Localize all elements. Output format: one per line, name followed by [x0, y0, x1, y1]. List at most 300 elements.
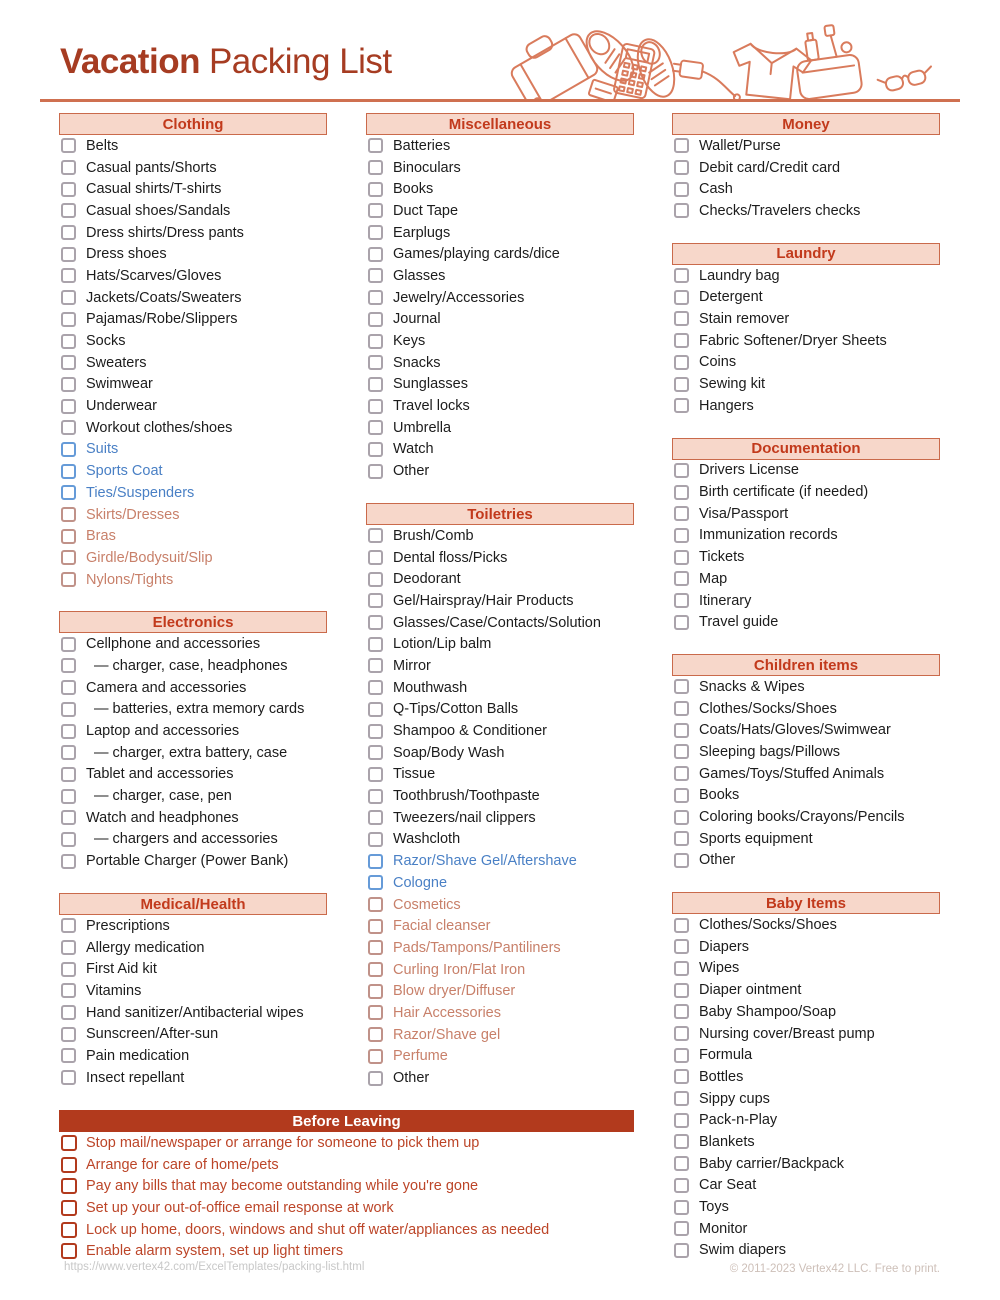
item-label: Watch and headphones — [86, 809, 239, 826]
section-header — [366, 503, 634, 525]
checklist-item — [59, 1175, 634, 1197]
checklist-item — [59, 330, 327, 352]
section-header — [672, 243, 940, 265]
checkbox[interactable] — [61, 918, 76, 933]
checklist-item — [366, 655, 634, 677]
checkbox[interactable] — [674, 203, 689, 218]
checkbox[interactable] — [368, 377, 383, 392]
checkbox[interactable] — [674, 744, 689, 759]
checkbox[interactable] — [368, 247, 383, 262]
item-label: Tickets — [699, 549, 745, 566]
checklist-item — [672, 481, 940, 503]
item-label: Shampoo & Conditioner — [393, 723, 547, 740]
checkbox[interactable] — [368, 464, 383, 479]
checklist-item — [366, 807, 634, 829]
checklist-item — [672, 719, 940, 741]
item-label: Cash — [699, 181, 733, 198]
checklist-item — [59, 178, 327, 200]
checkbox[interactable] — [61, 290, 76, 305]
item-label: Jackets/Coats/Sweaters — [86, 289, 242, 306]
checkbox[interactable] — [368, 724, 383, 739]
checkbox[interactable] — [368, 940, 383, 955]
checkbox[interactable] — [61, 1200, 77, 1216]
checkbox[interactable] — [368, 290, 383, 305]
checkbox[interactable] — [61, 529, 76, 544]
checklist-item — [59, 655, 327, 677]
checklist-item — [672, 1066, 940, 1088]
checklist-item — [672, 741, 940, 763]
checkbox[interactable] — [674, 463, 689, 478]
checkbox[interactable] — [368, 702, 383, 717]
section-title: Miscellaneous — [448, 115, 552, 133]
item-label: Fabric Softener/Dryer Sheets — [699, 332, 887, 349]
checkbox[interactable] — [61, 637, 76, 652]
checkbox[interactable] — [61, 507, 76, 522]
checkbox[interactable] — [674, 333, 689, 348]
checkbox[interactable] — [61, 940, 76, 955]
checkbox[interactable] — [368, 334, 383, 349]
section-header — [672, 438, 940, 460]
checkbox[interactable] — [674, 983, 689, 998]
checklist-item — [366, 894, 634, 916]
checklist-item — [672, 828, 940, 850]
checklist-item — [366, 850, 634, 872]
checkbox[interactable] — [61, 1135, 77, 1151]
item-label: Workout clothes/shoes — [86, 419, 233, 436]
item-label: Lock up home, doors, windows and shut off water/appliances as needed — [86, 1221, 550, 1238]
item-label: Sports equipment — [699, 830, 813, 847]
checkbox[interactable] — [61, 399, 76, 414]
checkbox[interactable] — [368, 355, 383, 370]
section-before-leaving — [59, 1110, 634, 1262]
checkbox[interactable] — [61, 680, 76, 695]
checkbox[interactable] — [368, 182, 383, 197]
checklist-item — [366, 590, 634, 612]
checkbox[interactable] — [674, 1113, 689, 1128]
checkbox[interactable] — [674, 853, 689, 868]
checkbox[interactable] — [674, 1004, 689, 1019]
section-title: Medical/Health — [140, 895, 246, 913]
checkbox[interactable] — [61, 203, 76, 218]
checklist-item — [59, 265, 327, 287]
checkbox[interactable] — [674, 918, 689, 933]
checkbox[interactable] — [674, 723, 689, 738]
checkbox[interactable] — [368, 550, 383, 565]
section-header — [59, 893, 327, 915]
item-label: — chargers and accessories — [94, 831, 278, 848]
checkbox[interactable] — [61, 832, 76, 847]
checkbox[interactable] — [674, 268, 689, 283]
page-title — [60, 42, 392, 82]
item-label: Travel locks — [393, 398, 470, 415]
item-label: Immunization records — [699, 527, 838, 544]
checklist-item — [366, 720, 634, 742]
checkbox[interactable] — [368, 203, 383, 218]
checkbox[interactable] — [368, 399, 383, 414]
checkbox[interactable] — [368, 875, 383, 890]
item-label: Coloring books/Crayons/Pencils — [699, 809, 905, 826]
checklist-item — [59, 958, 327, 980]
checkbox[interactable] — [674, 1091, 689, 1106]
checkbox[interactable] — [61, 225, 76, 240]
checkbox[interactable] — [61, 334, 76, 349]
checklist-item — [366, 439, 634, 461]
checkbox[interactable] — [368, 919, 383, 934]
checkbox[interactable] — [61, 745, 76, 760]
checklist-item — [366, 1067, 634, 1089]
checklist-item — [672, 936, 940, 958]
checkbox[interactable] — [61, 1178, 77, 1194]
checkbox[interactable] — [61, 485, 76, 500]
checkbox[interactable] — [674, 939, 689, 954]
checklist-item — [672, 763, 940, 785]
checklist-item — [366, 330, 634, 352]
checkbox[interactable] — [61, 442, 76, 457]
checklist-item — [366, 265, 634, 287]
header-illustration — [498, 12, 948, 102]
checkbox[interactable] — [368, 637, 383, 652]
item-label: Glasses/Case/Contacts/Solution — [393, 614, 601, 631]
item-label: Casual shoes/Sandals — [86, 202, 231, 219]
item-label: Enable alarm system, set up light timers — [86, 1243, 344, 1260]
item-label: Tablet and accessories — [86, 766, 234, 783]
checkbox[interactable] — [368, 312, 383, 327]
checkbox[interactable] — [368, 1049, 383, 1064]
item-label: Razor/Shave gel — [393, 1026, 501, 1043]
item-label: Toothbrush/Toothpaste — [393, 788, 540, 805]
item-label: Journal — [393, 311, 441, 328]
item-label: Arrange for care of home/pets — [86, 1156, 279, 1173]
item-label: Pajamas/Robe/Slippers — [86, 311, 238, 328]
checkbox[interactable] — [674, 138, 689, 153]
item-label: First Aid kit — [86, 961, 157, 978]
checklist-item — [672, 503, 940, 525]
checkbox[interactable] — [61, 1070, 76, 1085]
checkbox[interactable] — [61, 138, 76, 153]
checkbox[interactable] — [674, 1069, 689, 1084]
checkbox[interactable] — [368, 593, 383, 608]
item-label: Baby Shampoo/Soap — [699, 1003, 837, 1020]
item-label: Q-Tips/Cotton Balls — [393, 701, 519, 718]
checkbox[interactable] — [674, 701, 689, 716]
checkbox[interactable] — [674, 311, 689, 326]
checkbox[interactable] — [674, 1243, 689, 1258]
checkbox[interactable] — [368, 1027, 383, 1042]
checkbox[interactable] — [368, 572, 383, 587]
checkbox[interactable] — [674, 550, 689, 565]
checkbox[interactable] — [368, 1005, 383, 1020]
section-header — [59, 1110, 634, 1132]
checkbox[interactable] — [368, 1071, 383, 1086]
checkbox[interactable] — [368, 854, 383, 869]
checkbox[interactable] — [61, 962, 76, 977]
checklist-item — [366, 980, 634, 1002]
checklist-item — [672, 568, 940, 590]
checkbox[interactable] — [674, 1048, 689, 1063]
checkbox[interactable] — [674, 1156, 689, 1171]
checklist-item — [672, 850, 940, 872]
header-divider — [40, 99, 960, 102]
item-label: Vitamins — [86, 982, 142, 999]
item-label: Books — [393, 181, 434, 198]
checklist-item — [59, 482, 327, 504]
checklist-item — [59, 243, 327, 265]
item-label: Books — [699, 787, 740, 804]
item-label: Travel guide — [699, 614, 779, 631]
checklist-item — [672, 1023, 940, 1045]
checkbox[interactable] — [61, 1048, 76, 1063]
checkbox[interactable] — [61, 160, 76, 175]
item-label: Swimwear — [86, 376, 153, 393]
toiletry-bag-icon — [792, 22, 863, 100]
item-label: Toys — [699, 1199, 729, 1216]
checkbox[interactable] — [61, 1222, 77, 1238]
item-label: Other — [393, 463, 430, 480]
checklist-item — [672, 135, 940, 157]
checklist-item — [672, 1131, 940, 1153]
checkbox[interactable] — [61, 420, 76, 435]
checkbox[interactable] — [674, 355, 689, 370]
checkbox[interactable] — [61, 724, 76, 739]
checkbox[interactable] — [674, 1221, 689, 1236]
checklist-item — [366, 1046, 634, 1068]
checkbox[interactable] — [368, 615, 383, 630]
checkbox[interactable] — [674, 1178, 689, 1193]
checklist-item — [672, 330, 940, 352]
checkbox[interactable] — [61, 312, 76, 327]
checklist-item — [672, 979, 940, 1001]
checklist-item — [366, 157, 634, 179]
item-label: Keys — [393, 333, 426, 350]
item-label: Sweaters — [86, 354, 147, 371]
checkbox[interactable] — [368, 897, 383, 912]
item-label: Camera and accessories — [86, 679, 247, 696]
column-middle — [366, 113, 634, 1110]
section-title: Laundry — [776, 245, 836, 263]
item-label: Sports Coat — [86, 463, 163, 480]
checkbox[interactable] — [368, 442, 383, 457]
checkbox[interactable] — [61, 1157, 77, 1173]
item-label: — charger, case, headphones — [94, 657, 288, 674]
section-documentation — [672, 438, 940, 634]
checkbox[interactable] — [674, 506, 689, 521]
checklist-item — [672, 308, 940, 330]
checklist-item — [366, 309, 634, 331]
item-label: Portable Charger (Power Bank) — [86, 853, 289, 870]
checkbox[interactable] — [61, 550, 76, 565]
checkbox[interactable] — [61, 854, 76, 869]
page-title-rest: Packing List — [208, 42, 392, 81]
checkbox[interactable] — [368, 225, 383, 240]
checkbox[interactable] — [674, 1026, 689, 1041]
checklist-item — [672, 1044, 940, 1066]
checkbox[interactable] — [368, 745, 383, 760]
item-label: Games/Toys/Stuffed Animals — [699, 765, 885, 782]
checklist-item — [366, 200, 634, 222]
checkbox[interactable] — [674, 1134, 689, 1149]
checkbox[interactable] — [61, 377, 76, 392]
checklist-item — [366, 764, 634, 786]
checklist-item — [366, 568, 634, 590]
item-label: Wipes — [699, 960, 740, 977]
item-label: Pain medication — [86, 1047, 190, 1064]
checklist-item — [366, 135, 634, 157]
checklist-item — [366, 829, 634, 851]
checklist-item — [59, 1045, 327, 1067]
column-left — [59, 113, 327, 1110]
checklist-item — [59, 374, 327, 396]
checkbox[interactable] — [61, 268, 76, 283]
item-label: Coins — [699, 354, 737, 371]
checkbox[interactable] — [368, 160, 383, 175]
item-label: Car Seat — [699, 1177, 757, 1194]
item-label: Nylons/Tights — [86, 571, 174, 588]
section-header — [672, 654, 940, 676]
checklist-item — [366, 525, 634, 547]
checkbox[interactable] — [674, 788, 689, 803]
checkbox[interactable] — [674, 571, 689, 586]
item-label: Birth certificate (if needed) — [699, 484, 869, 501]
checklist-item — [672, 178, 940, 200]
item-label: Belts — [86, 137, 119, 154]
item-label: Razor/Shave Gel/Aftershave — [393, 853, 577, 870]
item-label: Soap/Body Wash — [393, 744, 505, 761]
checkbox[interactable] — [368, 680, 383, 695]
item-label: Coats/Hats/Gloves/Swimwear — [699, 722, 891, 739]
checkbox[interactable] — [674, 1200, 689, 1215]
checklist-item — [366, 352, 634, 374]
checkbox[interactable] — [61, 983, 76, 998]
checklist-item — [672, 1001, 940, 1023]
checkbox[interactable] — [674, 831, 689, 846]
item-label: Blankets — [699, 1133, 755, 1150]
checklist-item — [366, 547, 634, 569]
checkbox[interactable] — [674, 766, 689, 781]
checklist-item — [59, 417, 327, 439]
item-label: Pads/Tampons/Pantiliners — [393, 939, 561, 956]
checkbox[interactable] — [674, 160, 689, 175]
checklist-item — [366, 222, 634, 244]
checkbox[interactable] — [61, 355, 76, 370]
checklist-item — [366, 915, 634, 937]
checkbox[interactable] — [674, 961, 689, 976]
section-title: Before Leaving — [292, 1112, 401, 1130]
section-children-items — [672, 654, 940, 871]
checkbox[interactable] — [61, 572, 76, 587]
checkbox[interactable] — [674, 290, 689, 305]
checklist-item — [366, 937, 634, 959]
checkbox[interactable] — [674, 615, 689, 630]
checklist-item — [59, 135, 327, 157]
checklist-item — [366, 612, 634, 634]
item-label: Diaper ointment — [699, 982, 802, 999]
checkbox[interactable] — [61, 1027, 76, 1042]
checkbox[interactable] — [368, 658, 383, 673]
footer-url[interactable]: https://www.vertex42.com/ExcelTemplates/packing-list.html — [64, 1261, 365, 1273]
checkbox[interactable] — [368, 420, 383, 435]
checklist-item — [366, 633, 634, 655]
item-label: Casual shirts/T-shirts — [86, 181, 222, 198]
checklist-item — [672, 785, 940, 807]
checklist-item — [366, 460, 634, 482]
item-label: Cellphone and accessories — [86, 636, 261, 653]
checkbox[interactable] — [368, 767, 383, 782]
checkbox[interactable] — [674, 593, 689, 608]
checkbox[interactable] — [674, 377, 689, 392]
checklist-item — [672, 1175, 940, 1197]
checkbox[interactable] — [674, 485, 689, 500]
checkbox[interactable] — [674, 398, 689, 413]
item-label: Snacks — [393, 354, 441, 371]
checkbox[interactable] — [368, 528, 383, 543]
footer-copyright: © 2011-2023 Vertex42 LLC. Free to print. — [729, 1263, 940, 1275]
item-label: Glasses — [393, 267, 446, 284]
item-label: Lotion/Lip balm — [393, 636, 492, 653]
checkbox[interactable] — [368, 810, 383, 825]
checklist-item — [672, 373, 940, 395]
checkbox[interactable] — [674, 679, 689, 694]
checklist-item — [366, 1024, 634, 1046]
checkbox[interactable] — [61, 789, 76, 804]
checkbox[interactable] — [368, 789, 383, 804]
item-label: Mouthwash — [393, 679, 468, 696]
checklist-item — [672, 590, 940, 612]
checkbox[interactable] — [61, 702, 76, 717]
item-label: Hand sanitizer/Antibacterial wipes — [86, 1004, 304, 1021]
checkbox[interactable] — [674, 528, 689, 543]
checkbox[interactable] — [61, 1005, 76, 1020]
checkbox[interactable] — [61, 810, 76, 825]
checkbox[interactable] — [368, 962, 383, 977]
checkbox[interactable] — [61, 1243, 77, 1259]
checklist-item — [366, 243, 634, 265]
item-label: Stop mail/newspaper or arrange for someone to pick them up — [86, 1134, 480, 1151]
column-right — [672, 113, 940, 1282]
checkbox[interactable] — [368, 832, 383, 847]
checklist-item — [59, 785, 327, 807]
checkbox[interactable] — [61, 658, 76, 673]
item-label: Sunglasses — [393, 376, 468, 393]
item-label: Pay any bills that may become outstanding while you're gone — [86, 1178, 479, 1195]
checkbox[interactable] — [61, 247, 76, 262]
checkbox[interactable] — [674, 182, 689, 197]
item-label: Snacks & Wipes — [699, 678, 805, 695]
checklist-item — [366, 374, 634, 396]
checklist-item — [672, 1153, 940, 1175]
charger-icon — [670, 59, 744, 100]
checklist-item — [672, 806, 940, 828]
checkbox[interactable] — [61, 464, 76, 479]
checklist-item — [672, 525, 940, 547]
item-label: Map — [699, 570, 728, 587]
item-label: Diapers — [699, 938, 749, 955]
item-label: Drivers License — [699, 462, 799, 479]
checkbox[interactable] — [368, 268, 383, 283]
checklist-item — [59, 850, 327, 872]
item-label: Mirror — [393, 657, 431, 674]
checkbox[interactable] — [368, 984, 383, 999]
item-label: Wallet/Purse — [699, 137, 781, 154]
item-label: Clothes/Socks/Shoes — [699, 917, 837, 934]
checklist-item — [366, 699, 634, 721]
checkbox[interactable] — [61, 182, 76, 197]
checkbox[interactable] — [368, 138, 383, 153]
item-label: Laptop and accessories — [86, 723, 240, 740]
section-title: Documentation — [751, 440, 861, 458]
checkbox[interactable] — [674, 810, 689, 825]
checkbox[interactable] — [61, 767, 76, 782]
checklist-item — [59, 200, 327, 222]
